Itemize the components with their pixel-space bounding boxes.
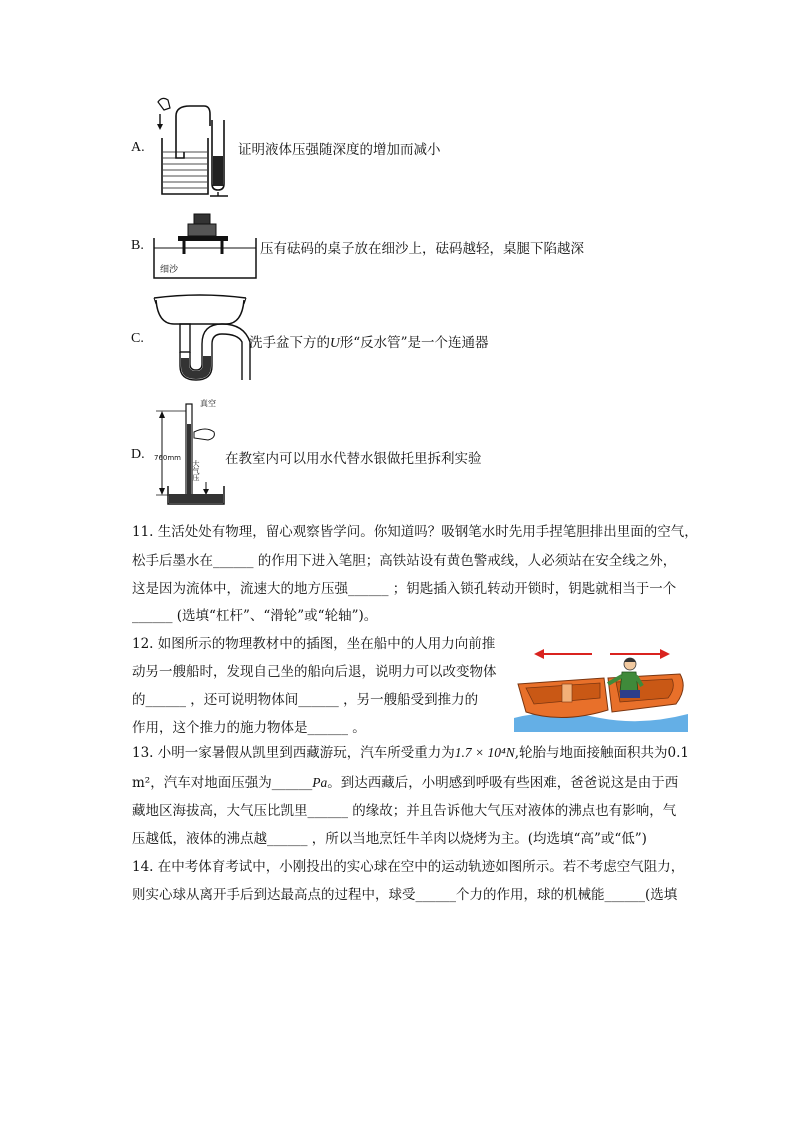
label-760mm: 760mm [154, 454, 181, 462]
option-b-text: 压有砝码的桌子放在细沙上，砝码越轻，桌腿下陷越深 [260, 241, 584, 257]
q12-line-4: 作用，这个推力的施力物体是______ 。 [132, 720, 366, 736]
figure-sink-u-trap [150, 294, 250, 384]
q12-line-3: 的______ ，还可说明物体间______ ，另一艘船受到推力的 [132, 692, 479, 708]
option-a-letter: A. [131, 140, 145, 155]
q13-weight-value: 1.7 × 10⁴N [454, 745, 515, 760]
q11-line-2: 松手后墨水在______ 的作用下进入笔胆；高铁站设有黄色警戒线，人必须站在安全线之外， [132, 553, 677, 569]
q12-line-1: 12. 如图所示的物理教材中的插图，坐在船中的人用力向前推 [132, 636, 496, 652]
figure-boats-pushing [512, 640, 690, 732]
option-d-letter: D. [131, 447, 145, 462]
q13-pa-unit: Pa [312, 775, 328, 790]
q13-area-unit: m² [132, 775, 151, 791]
q14-line-2: 则实心球从离开手后到达最高点的过程中，球受______个力的作用，球的机械能______(选填 [132, 887, 678, 903]
option-d-text: 在教室内可以用水代替水银做托里拆利实验 [225, 451, 482, 467]
q12-line-2: 动另一艘船时，发现自己坐的船向后退，说明力可以改变物体 [132, 664, 497, 680]
figure-liquid-pressure-apparatus [150, 96, 236, 200]
q13-line-1 [132, 743, 689, 763]
q11-line-4: ______ (选填“杠杆”、“滑轮”或“轮轴”)。 [132, 608, 378, 624]
q14-line-1: 14. 在中考体育考试中，小刚投出的实心球在空中的运动轨迹如图所示。若不考虑空气阻力， [132, 859, 685, 875]
option-c-text [249, 331, 489, 351]
label-fine-sand: 细沙 [160, 265, 179, 275]
option-c-u-variable: U [330, 335, 340, 350]
q13-line-3: 藏地区海拔高，大气压比凯里______ 的缘故；并且告诉他大气压对液体的沸点也有影响，气 [132, 803, 677, 819]
label-vacuum: 真空 [200, 399, 216, 408]
q13-line-2 [132, 773, 678, 793]
q11-line-3: 这是因为流体中，流速大的地方压强______ ；钥匙插入锁孔转动开锁时，钥匙就相当于一个 [132, 581, 677, 597]
label-atm-pressure: 大气压 [192, 460, 200, 481]
q13-line2-tail: 。到达西藏后，小明感到呼吸有些困难，爸爸说这是由于西 [327, 775, 679, 791]
figure-table-on-sand [148, 210, 258, 282]
figure-torricelli-tube [150, 396, 230, 511]
q11-line-1: 11. 生活处处有物理，留心观察皆学问。你知道吗？吸钢笔水时先用手捏笔胆排出里面的空气， [132, 524, 698, 540]
option-c-text-pre: 洗手盆下方的 [249, 335, 330, 351]
option-c-letter: C. [131, 331, 144, 346]
q13-line1-post: ,轮胎与地面接触面积共为0.1 [514, 745, 689, 761]
option-a-text: 证明液体压强随深度的增加而减小 [238, 142, 441, 158]
q13-line2-post: ，汽车对地面压强为______ [150, 775, 313, 791]
q13-line1-pre: 13. 小明一家暑假从凯里到西藏游玩，汽车所受重力为 [132, 745, 455, 761]
option-b-letter: B. [131, 238, 144, 253]
q13-line-4: 压越低，液体的沸点越______ ，所以当地烹饪牛羊肉以烧烤为主。(均选填“高”或“低”) [132, 831, 647, 847]
option-c-text-post: 形“反水管”是一个连通器 [339, 335, 489, 351]
